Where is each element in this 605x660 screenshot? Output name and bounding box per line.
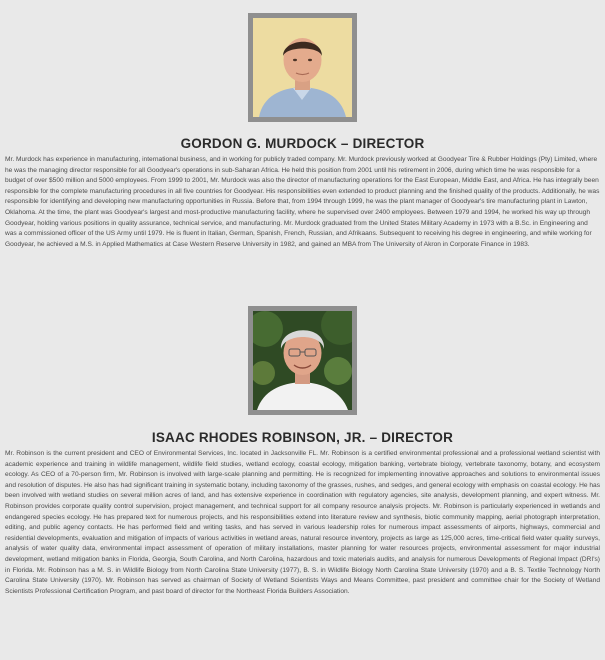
director-photo-murdock — [248, 13, 357, 122]
director-name: GORDON G. MURDOCK – DIRECTOR — [180, 136, 425, 151]
director-bio: Mr. Murdock has experience in manufacturing, international business, and in working for publicly traded company. Mr. Murdock previously worked at Goodyear Tire & Rubber Holdings (Pty) Limited, where he was the managing director responsible for all Goodyear's operations in sub-Saharan Africa. He held this position from 2001 until his retirement in 2006, during which time he was responsible for a budget of over $500 million and 5000 employees. From 1999 to 2001, Mr. Murdock was also the director of manufacturing operations for the East European, Middle East, and Africa. He has integrally been responsible for the complete manufacturing procedures in all five countries for Goodyear. His responsibilities even extended to product planning and the finished quality of the products. Additionally, he was responsible for identifying and developing new manufacturing opportunities in Russia. Before that, from 1994 through 1999, he was the plant manager of Goodyear's tire manufacturing plant in Lawton, Oklahoma. At the time, the plant was Goodyear's largest and most-productive manufacturing facility, where he supervised over 2400 employees. Between 1979 and 1994, he worked his way up through Goodyear, holding various positions in quality assurance, technical service, and manufacturing. Mr. Murdock graduated from the United States Military Academy in 1973 with a B.Sc. in Engineering and was a commissioned officer of the US Army until 1979. He is fluent in Italian, German, Spanish, French, Russian, and Afrikaans. Subsequent to receiving his degree in engineering, and while working for Goodyear, he achieved a M.S. in Applied Mathematics at Case Western Reserve University in 1982, and gained an MBA from The University of Akron in Corporate Finance in 1983. — [5, 156, 600, 248]
director-name: ISAAC RHODES ROBINSON, JR. – DIRECTOR — [151, 430, 454, 445]
director-photo-robinson — [248, 306, 357, 415]
director-bio: Mr. Robinson is the current president and CEO of Environmental Services, Inc. located in Jacksonville FL. Mr. Robinson is a certified environmental professional and a professional wetland scientist with academic experience and training in wildlife management, wildlife field studies, wetland ecology, coastal ecology, mitigation banking, vertebrate biology, vertebrate taxonomy, botany, and ecosystem ecology. As CEO of a 70-person firm, Mr. Robinson is involved with large-scale planning and permitting. He is recognized for implementing innovative approaches and solutions to environmental issues and resolution of disputes. He also has had significant training in systematic botany, including taxonomy of the grasses, rushes, and sedges, and general ecology with emphasis on coastal ecology. He has been involved with wetland studies on several million acres of land, and has extensive experience in coordination with regulatory agencies, site analysis, development planning, and expert witness. Mr. Robinson provides corporate quality control supervision, project management, and technical support for all company resource analysis projects. Mr. Robinson is particularly experienced in wetlands and endangered species ecology. He has prepared text for numerous projects, and his responsibilities extend into literature review and synthesis, biotic community mapping, aerial photograph interpretation, editing, and public agency contacts. He has performed field and writing tasks, and has served in various leadership roles for numerous impact assessments of airports, highways, commercial and residential developments, evaluation and mitigation of impacts of various activities in wetland areas, natural resource inventory, projects as large as 125,000 acres, time-critical field water quality surveys, analysis of water quality data, environmental impact assessment of operation of military installations, master planning for water resources projects, environmental assessment for major industrial development, wetland mitigation banks in Florida, Georgia, South Carolina, and North Carolina, hazardous and toxic materials audits, and analysis for numerous Developments of Regional Impact (DRI's) in Florida. Mr. Robinson has a M. S. in Wildlife Biology from North Carolina State University (1977), B. S. in Wildlife Biology North Carolina State University (1970) and a B. S. Textile Technology North Carolina State University (1970). Mr. Robinson has served as chairman of Society of Wetland Scientists Ways and Means Committee, past president and committee chair for the Society of Wetland Scientists Professional Certification Program, and past board of director for the Northeast Florida Builders Association. — [5, 450, 600, 595]
portrait-image — [253, 18, 352, 117]
portrait-image — [253, 311, 352, 410]
